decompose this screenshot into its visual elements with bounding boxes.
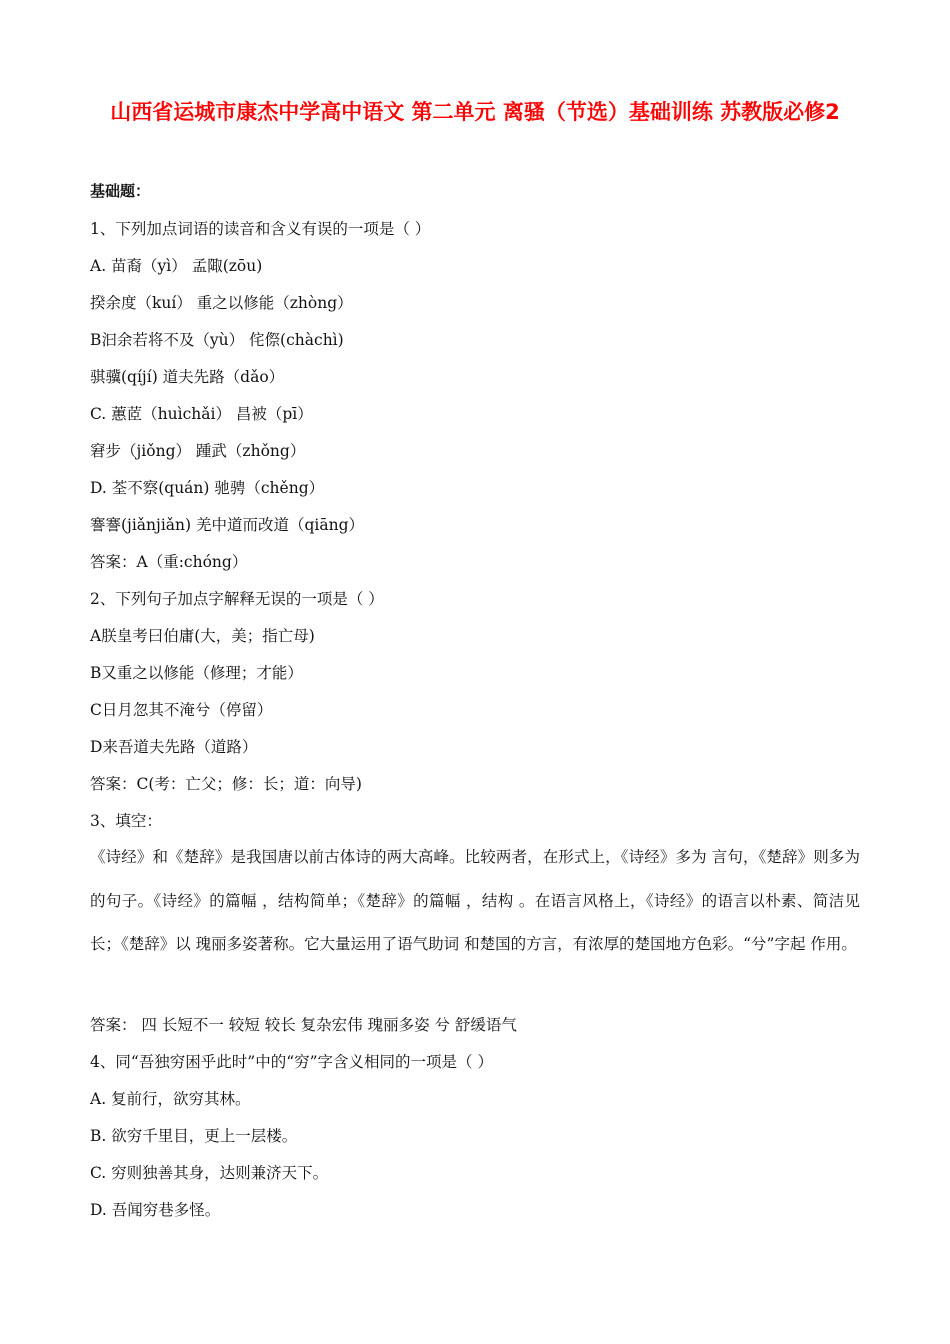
document-title: 山西省运城市康杰中学高中语文 第二单元 离骚（节选）基础训练 苏教版必修2 (110, 100, 840, 124)
text-line: C. 穷则独善其身，达则兼济天下。 (90, 1164, 329, 1182)
text-line: 2、下列句子加点字解释无误的一项是（ ） (90, 590, 384, 608)
fill-blank-paragraph: 《诗经》和《楚辞》是我国唐以前古体诗的两大高峰。比较两者，在形式上，《诗经》多为 言句，《楚辞》则多为 的句子。《诗经》的篇幅 ，结构简单；《楚辞》的篇幅 ，结构 。在语言风格上，《诗经》的语言以朴素、简洁见长；《楚辞》以 瑰丽多姿著称。它大量运用了语气助词 和楚国的方言，有浓厚的楚国地方色彩。“兮”字起 作用。 (90, 848, 860, 953)
text-line: 揆余度（kuí） 重之以修能（zhòng） (90, 294, 353, 312)
text-line: 窘步（jiǒng） 踵武（zhǒng） (90, 442, 306, 460)
answer-line: 答案：C(考：亡父；修：长；道：向导) (90, 775, 362, 793)
text-line: D来吾道夫先路（道路） (90, 738, 258, 756)
text-line: B. 欲穷千里目，更上一层楼。 (90, 1127, 298, 1145)
text-line: A朕皇考曰伯庸(大，美；指亡母) (90, 627, 315, 645)
section-heading: 基础题： (90, 182, 151, 200)
text-line: 謇謇(jiǎnjiǎn) 羌中道而改道（qiāng） (90, 516, 365, 534)
text-line: D. 荃不察(quán) 驰骋（chěng） (90, 479, 325, 497)
answer-line: 答案： 四 长短不一 较短 较长 复杂宏伟 瑰丽多姿 兮 舒缓语气 (90, 1016, 517, 1034)
text-line: A. 复前行，欲穷其林。 (90, 1090, 251, 1108)
text-line: B又重之以修能（修理；才能） (90, 664, 303, 682)
text-line: 骐骥(qíjí) 道夫先路（dǎo） (90, 368, 285, 386)
text-line: 4、同“吾独穷困乎此时”中的“穷”字含义相同的一项是（ ） (90, 1053, 493, 1071)
text-line: A. 苗裔（yì） 孟陬(zōu) (90, 257, 263, 275)
text-line: C日月忽其不淹兮（停留） (90, 701, 273, 719)
text-line: 3、填空： (90, 812, 162, 830)
answer-line: 答案：A（重:chóng） (90, 553, 248, 571)
text-line: 1、下列加点词语的读音和含义有误的一项是（ ） (90, 220, 431, 238)
text-line: B汩余若将不及（yù） 侘傺(chàchì) (90, 331, 344, 349)
text-line: C. 蕙茝（huìchǎi） 昌被（pī） (90, 405, 313, 423)
text-line: D. 吾闻穷巷多怪。 (90, 1201, 221, 1219)
